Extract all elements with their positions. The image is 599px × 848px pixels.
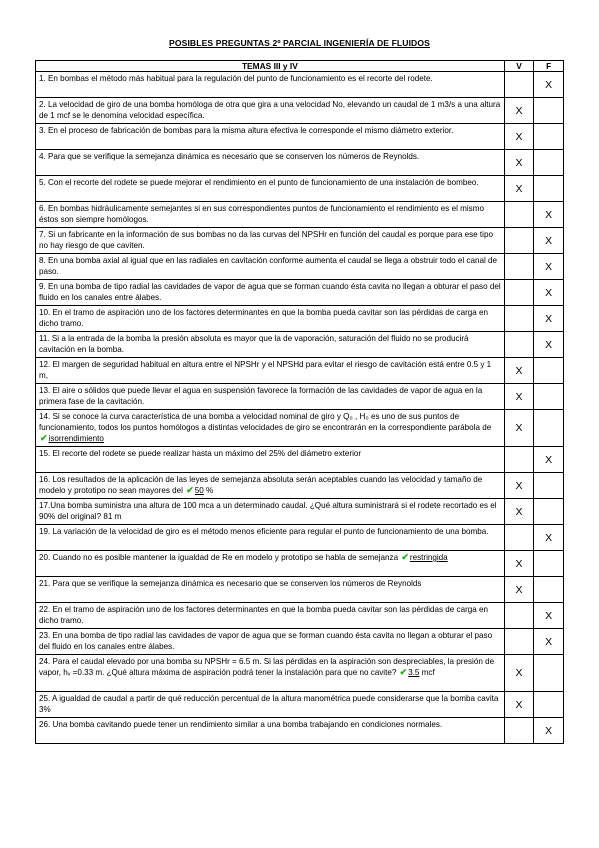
false-mark: [534, 358, 564, 384]
false-mark: [534, 499, 564, 525]
table-row: [36, 655, 564, 692]
table-row: [36, 228, 564, 254]
answer-text: restringida: [409, 553, 448, 562]
false-mark: X: [534, 202, 564, 228]
table-header-row: [36, 61, 564, 72]
false-mark: [534, 150, 564, 176]
table-row: [36, 473, 564, 499]
table-row: [36, 525, 564, 551]
true-mark: X: [504, 551, 534, 577]
table-row: [36, 410, 564, 447]
table-row: [36, 692, 564, 718]
page-title: POSIBLES PREGUNTAS 2º PARCIAL INGENIERÍA DE FLUIDOS: [169, 38, 430, 48]
false-mark: X: [534, 306, 564, 332]
true-mark: [504, 280, 534, 306]
table-row: [36, 577, 564, 603]
true-mark: X: [504, 473, 534, 499]
false-mark: [534, 577, 564, 603]
table-row: [36, 603, 564, 629]
answer-text: 3.5: [408, 668, 420, 678]
true-mark: X: [504, 410, 534, 447]
question-text: 6. En bombas hidráulicamente semejantes si en sus correspondientes puntos de funcionamiento el rendimiento es el mismo éstos son siempre homólogos.: [36, 202, 505, 228]
table-row: [36, 551, 564, 577]
question-text: 26. Una bomba cavitando puede tener un rendimiento similar a una bomba trabajando en condiciones normales.: [36, 718, 505, 744]
table-row: [36, 358, 564, 384]
question-text: 22. En el tramo de aspiración uno de los factores determinantes en que la bomba pueda cavitar son las pérdidas de carga en dicho tramo.: [36, 603, 505, 629]
false-mark: [534, 410, 564, 447]
question-text: 24. Para el caudal elevado por una bomba su NPSHr = 6.5 m. Si las pérdidas en la aspiración son despreciables, la presión de vapor, hᵥ =0.33 m. ¿Qué altura máxima de aspiración podrá tener la instalación para que no cavite? ✔3.5 mcf: [36, 655, 505, 692]
false-mark: X: [534, 718, 564, 744]
table-row: [36, 499, 564, 525]
table-row: [36, 98, 564, 124]
table-row: [36, 447, 564, 473]
false-mark: X: [534, 525, 564, 551]
table-row: [36, 202, 564, 228]
true-mark: [504, 718, 534, 744]
false-mark: [534, 473, 564, 499]
table-row: [36, 280, 564, 306]
question-text: 11. Si a la entrada de la bomba la presión absoluta es mayor que la de vaporación, saturación del fluido no se producirá cavitación en la bomba.: [36, 332, 505, 358]
true-mark: [504, 447, 534, 473]
table-row: [36, 384, 564, 410]
question-text: 14. Si se conoce la curva característica de una bomba a velocidad nominal de giro y Q₀ , H₀ es uno de sus puntos de funcionamiento, todos los puntos homólogos a distintas velocidades de giro se encontrarán en la correspondiente parábola de ✔isorrendimiento: [36, 410, 505, 447]
question-text: 20. Cuando no es posible mantener la igualdad de Re en modelo y prototipo se habla de semejanza ✔restringida: [36, 551, 505, 577]
false-mark: X: [534, 228, 564, 254]
true-mark: X: [504, 692, 534, 718]
true-mark: [504, 228, 534, 254]
topic-header: TEMAS III y IV: [36, 61, 505, 72]
true-mark: [504, 525, 534, 551]
table-row: [36, 150, 564, 176]
question-text: 17.Una bomba suministra una altura de 100 mca a un determinado caudal. ¿Qué altura suministrará si el rodete recortado es el 90% del original? 81 m: [36, 499, 505, 525]
checkmark-icon: ✔: [401, 552, 409, 562]
table-row: [36, 124, 564, 150]
true-mark: X: [504, 655, 534, 692]
questions-table: [35, 60, 564, 744]
true-mark: [504, 629, 534, 655]
question-text: 5. Con el recorte del rodete se puede mejorar el rendimiento en el punto de funcionamiento de una instalación de bombeo.: [36, 176, 505, 202]
false-mark: X: [534, 332, 564, 358]
table-row: [36, 718, 564, 744]
false-mark: [534, 176, 564, 202]
question-text: 13. El aire o sólidos que puede llevar el agua en suspensión favorece la formación de las cavidades de vapor de agua en la primera fase de la cavitación.: [36, 384, 505, 410]
false-mark: [534, 551, 564, 577]
false-mark: [534, 124, 564, 150]
table-row: [36, 176, 564, 202]
question-text: 23. En una bomba de tipo radial las cavidades de vapor de agua que se forman cuando ésta cavita no llegan a obturar el paso del fluido en los canales entre álabes.: [36, 629, 505, 655]
true-mark: [504, 72, 534, 98]
true-mark: [504, 332, 534, 358]
false-mark: X: [534, 447, 564, 473]
table-row: [36, 72, 564, 98]
true-mark: X: [504, 499, 534, 525]
question-text: 7. Si un fabricante en la información de sus bombas no da las curvas del NPSHr en función del caudal es porque para ese tipo no hay riesgo de que caviten.: [36, 228, 505, 254]
true-mark: X: [504, 176, 534, 202]
true-mark: [504, 306, 534, 332]
question-text: 3. En el proceso de fabricación de bombas para la misma altura efectiva le corresponde el mismo diámetro exterior.: [36, 124, 505, 150]
answer-text: 50: [194, 486, 204, 496]
false-mark: [534, 692, 564, 718]
table-row: [36, 306, 564, 332]
true-mark: X: [504, 384, 534, 410]
true-mark: [504, 202, 534, 228]
question-text: 16. Los resultados de la aplicación de las leyes de semejanza absoluta serán aceptables cuando las velocidad y tamaño de modelo y prototipo no sean mayores del ✔50 %: [36, 473, 505, 499]
table-row: [36, 332, 564, 358]
question-text: 21. Para que se verifique la semejanza dinámica es necesario que se conserven los números de Reynolds: [36, 577, 505, 603]
question-text: 12. El margen de seguridad habitual en altura entre el NPSHr y el NPSHd para evitar el riesgo de cavitación está entre 0.5 y 1 m,: [36, 358, 505, 384]
question-text: 10. En el tramo de aspiración uno de los factores determinantes en que la bomba pueda cavitar son las pérdidas de carga en dicho tramo.: [36, 306, 505, 332]
question-text: 25. A igualdad de caudal a partir de qué reducción percentual de la altura manométrica puede considerarse que la bomba cavita 3%: [36, 692, 505, 718]
false-mark: X: [534, 280, 564, 306]
true-mark: X: [504, 150, 534, 176]
false-mark: [534, 98, 564, 124]
false-mark: [534, 384, 564, 410]
checkmark-icon: ✔: [399, 667, 408, 678]
false-mark: X: [534, 629, 564, 655]
table-row: [36, 254, 564, 280]
table-row: [36, 629, 564, 655]
false-mark: X: [534, 72, 564, 98]
answer-text: isorrendimiento: [48, 434, 104, 444]
true-mark: X: [504, 358, 534, 384]
false-mark: X: [534, 254, 564, 280]
true-mark: X: [504, 124, 534, 150]
question-text: 15. El recorte del rodete se puede realizar hasta un máximo del 25% del diámetro exterior: [36, 447, 505, 473]
question-text: 8. En una bomba axial al igual que en las radiales en cavitación conforme aumenta el caudal se llega a obstruir todo el canal de paso.: [36, 254, 505, 280]
question-text: 2. La velocidad de giro de una bomba homóloga de otra que gira a una velocidad No, elevando un caudal de 1 m3/s a una altura de 1 mcf se le denomina velocidad específica.: [36, 98, 505, 124]
question-text: 1. En bombas el método más habitual para la regulación del punto de funcionamiento es el recorte del rodete.: [36, 72, 505, 98]
checkmark-icon: ✔: [40, 433, 48, 444]
false-mark: X: [534, 603, 564, 629]
true-column-header: V: [504, 61, 534, 72]
question-text: 4. Para que se verifique la semejanza dinámica es necesario que se conserven los números de Reynolds.: [36, 150, 505, 176]
checkmark-icon: ✔: [186, 485, 194, 496]
false-column-header: F: [534, 61, 564, 72]
question-text: 19. La variación de la velocidad de giro es el método menos eficiente para regular el punto de funcionamiento de una bomba.: [36, 525, 505, 551]
true-mark: X: [504, 577, 534, 603]
true-mark: X: [504, 98, 534, 124]
question-text: 9. En una bomba de tipo radial las cavidades de vapor de agua que se forman cuando ésta cavita no llegan a obturar el paso del fluido en los canales entre álabes.: [36, 280, 505, 306]
true-mark: [504, 603, 534, 629]
false-mark: [534, 655, 564, 692]
true-mark: [504, 254, 534, 280]
